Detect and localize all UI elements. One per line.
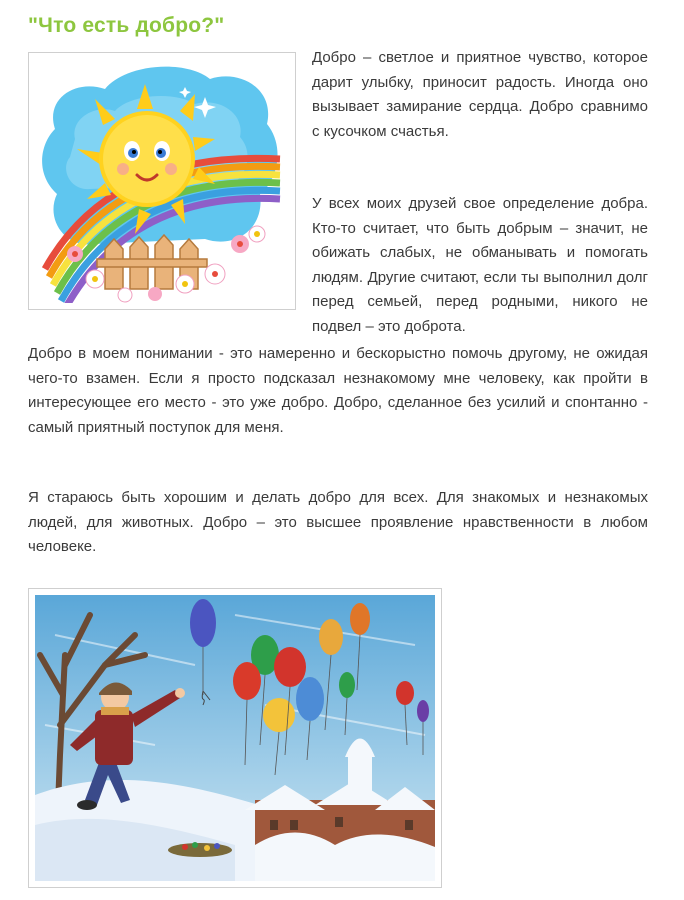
paragraph-4: Я стараюсь быть хорошим и делать добро для всех. Для знакомых и незнакомых людей, для животных. Добро – это высшее проявление нравственности в любом человеке. <box>28 489 648 555</box>
paragraph-2: У всех моих друзей свое определение добра. Кто-то считает, что быть добрым – значит, не обижать слабых, не обманывать и помогать людям. Другие считают, если ты выполнил долг перед семьей, перед родными, никого не подвел – это доброта. <box>312 195 648 335</box>
winter-balloons-illustration <box>28 588 442 888</box>
article-title: "Что есть добро?" <box>28 14 225 37</box>
sun-rainbow-illustration <box>28 52 296 310</box>
winter-illustration-graphic <box>35 595 435 881</box>
sun-illustration-graphic <box>35 59 289 303</box>
paragraph-3: Добро в моем понимании - это намеренно и бескорыстно помочь другому, не ожидая чего-то взамен. Если я просто подсказал незнакомому мне человеку, как пройти в интересующее его место - это уже добро. Добро, сделанное без усилий и спонтанно - самый приятный поступок для меня. <box>28 345 648 436</box>
paragraph-1: Добро – светлое и приятное чувство, которое дарит улыбку, приносит радость. Иногда оно вызывает замирание сердца. Добро сравнимо с кусочком счастья. <box>312 49 648 140</box>
